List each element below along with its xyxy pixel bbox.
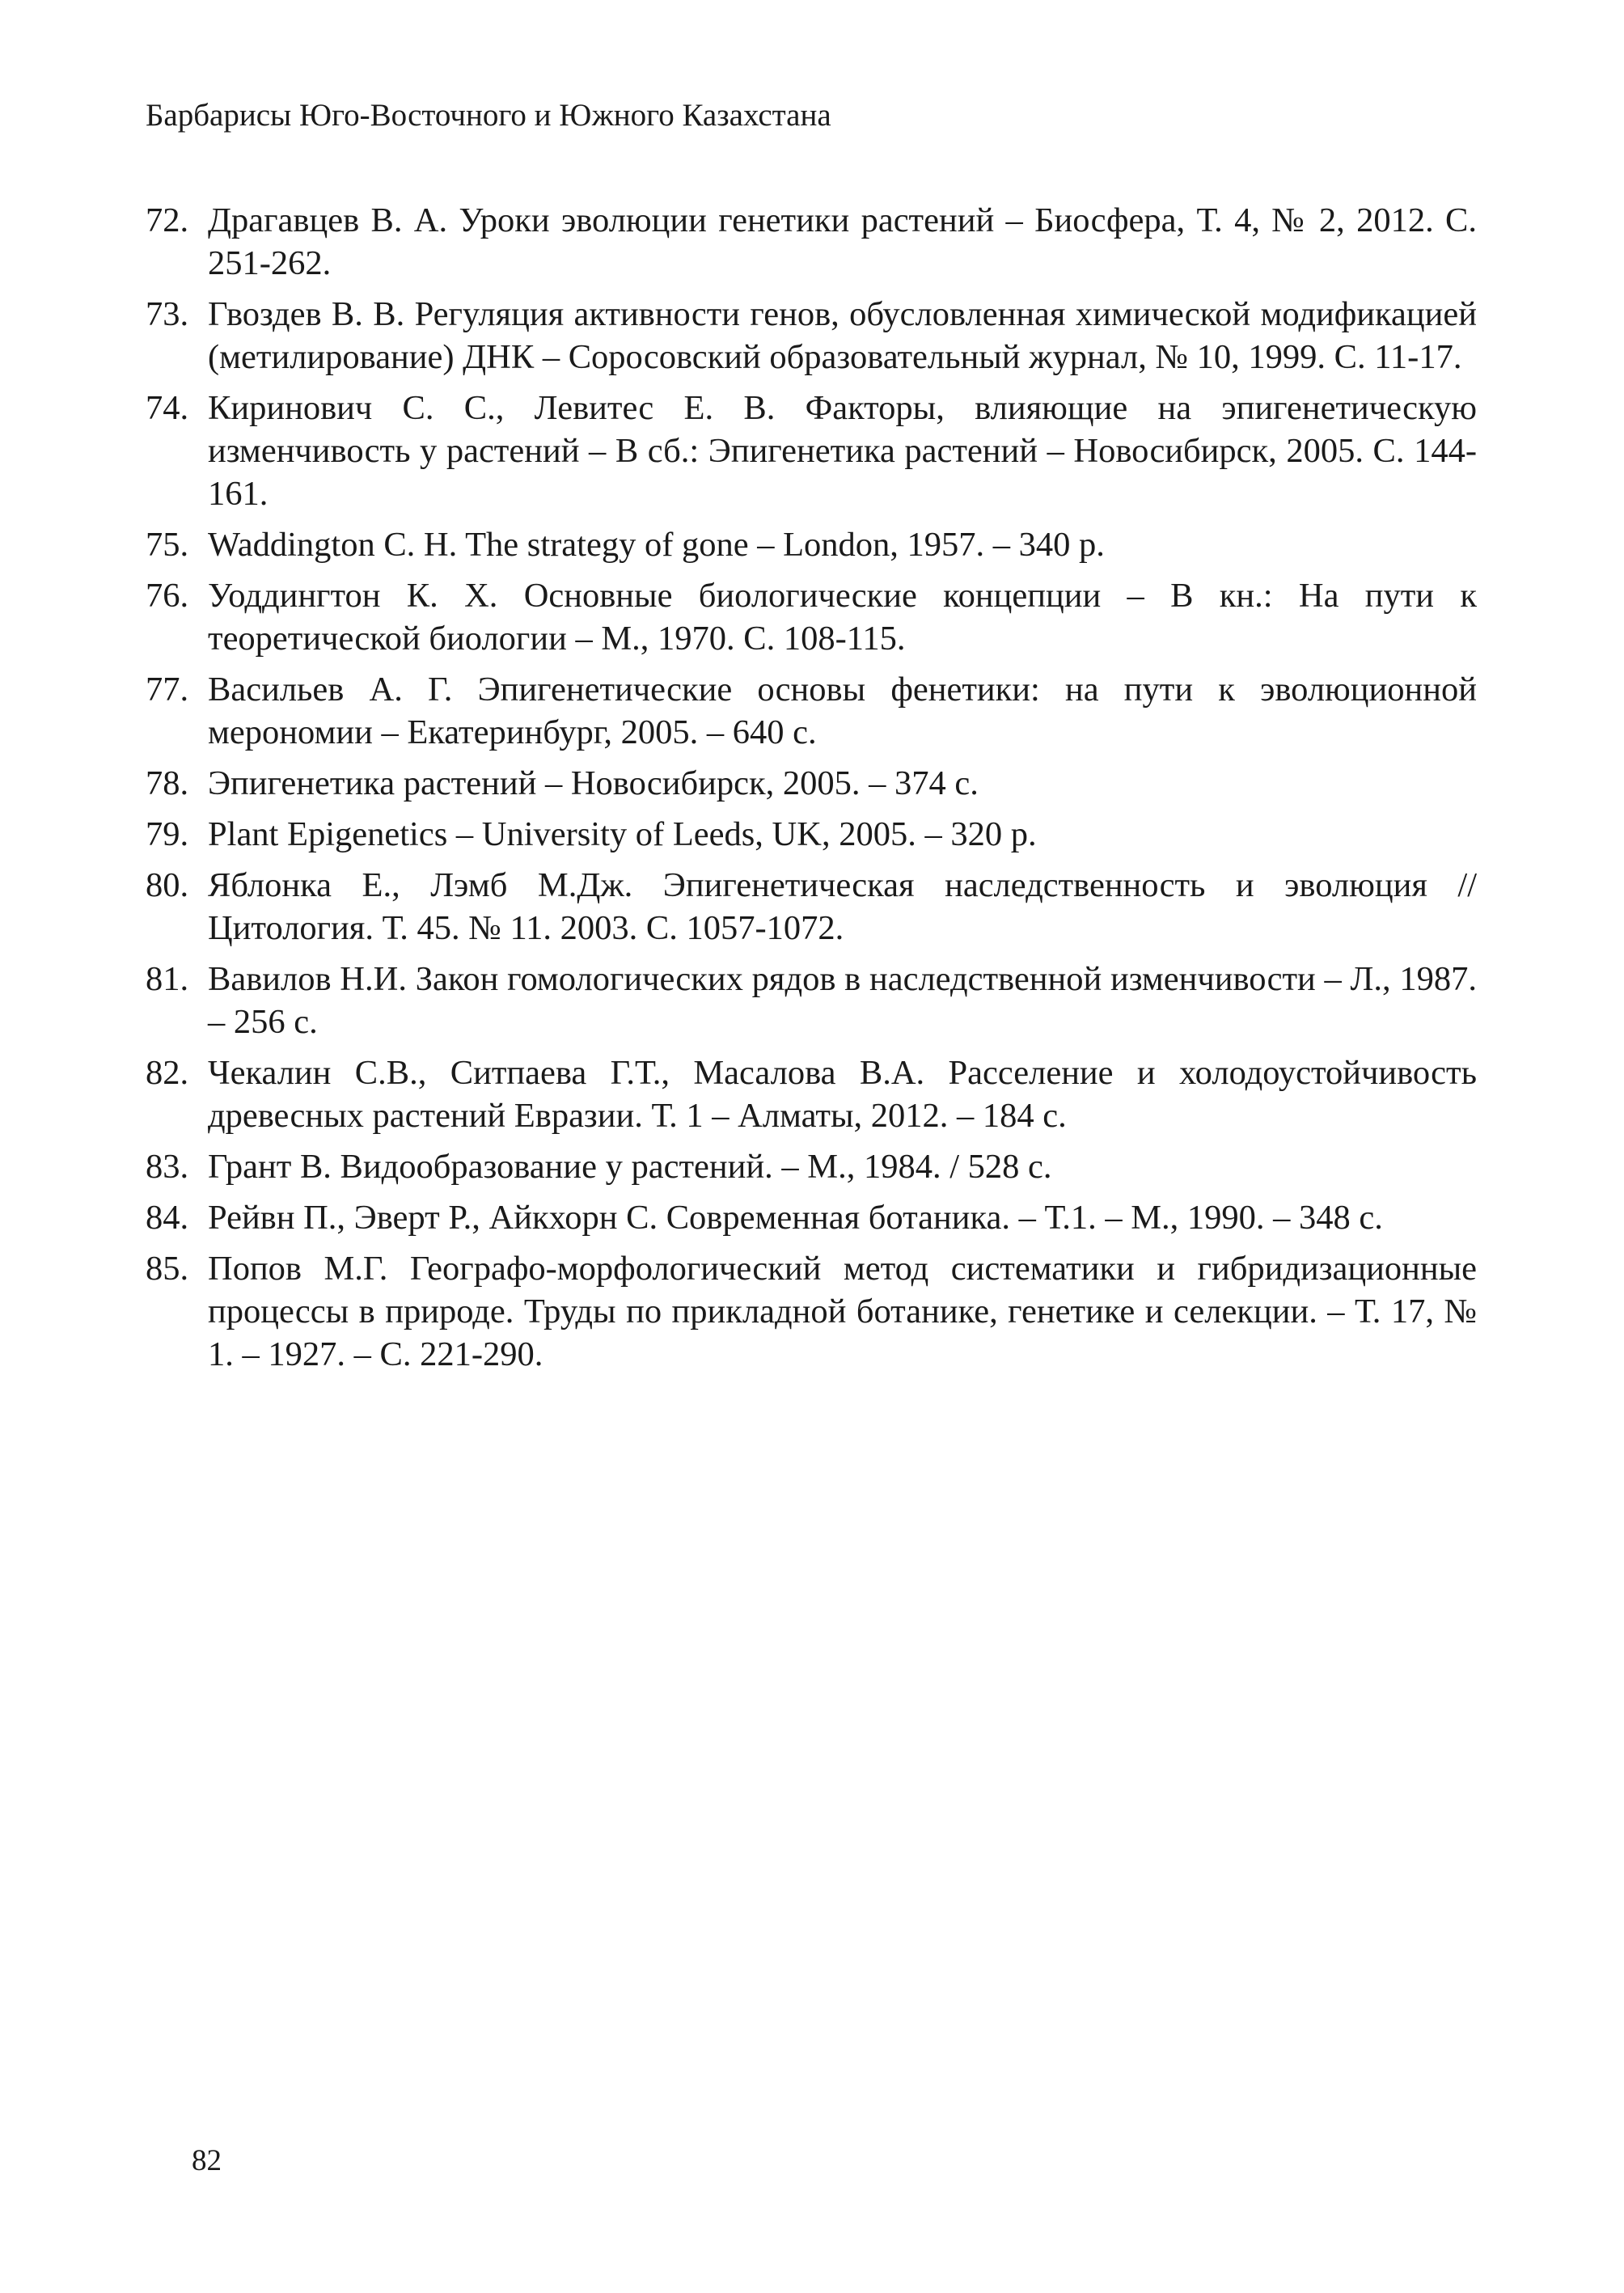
reference-text: Гвоздев В. В. Регуляция активности генов, обусловленная химической модификацией (метилирование) ДНК – Соросовский образовательный журнал, № 10, 1999. С. 11-17. xyxy=(208,295,1477,376)
reference-item xyxy=(146,199,1477,285)
reference-item xyxy=(146,958,1477,1043)
reference-item xyxy=(146,864,1477,950)
reference-item xyxy=(146,762,1477,805)
reference-number: 84. xyxy=(146,1199,189,1237)
reference-text: Plant Epigenetics – University of Leeds, UK, 2005. – 320 p. xyxy=(208,815,1037,853)
reference-item xyxy=(146,1145,1477,1188)
reference-text: Киринович С. С., Левитес Е. В. Факторы, влияющие на эпигенетическую изменчивость у растений – В сб.: Эпигенетика растений – Новосибирск, 2005. С. 144-161. xyxy=(208,389,1477,513)
reference-number: 79. xyxy=(146,815,189,853)
reference-text: Яблонка Е., Лэмб М.Дж. Эпигенетическая наследственность и эволюция // Цитология. Т. 45. № 11. 2003. С. 1057-1072. xyxy=(208,866,1477,947)
reference-number: 83. xyxy=(146,1148,189,1186)
reference-text: Грант В. Видообразование у растений. – М., 1984. / 528 с. xyxy=(208,1148,1052,1186)
reference-number: 82. xyxy=(146,1054,189,1092)
page-number: 82 xyxy=(192,2144,222,2177)
reference-number: 73. xyxy=(146,295,189,333)
reference-number: 72. xyxy=(146,201,189,239)
reference-item xyxy=(146,813,1477,856)
reference-text: Драгавцев В. А. Уроки эволюции генетики растений – Биосфера, Т. 4, № 2, 2012. С. 251-262. xyxy=(208,201,1477,282)
reference-text: Васильев А. Г. Эпигенетические основы фенетики: на пути к эволюционной мерономии – Екатеринбург, 2005. – 640 с. xyxy=(208,671,1477,751)
reference-number: 75. xyxy=(146,526,189,564)
reference-number: 76. xyxy=(146,577,189,615)
reference-item xyxy=(146,1247,1477,1376)
reference-text: Попов М.Г. Географо-морфологический метод систематики и гибридизационные процессы в природе. Труды по прикладной ботанике, генетике и селекции. – Т. 17, № 1. – 1927. – С. 221-290. xyxy=(208,1250,1477,1373)
reference-text: Эпигенетика растений – Новосибирск, 2005. – 374 с. xyxy=(208,764,979,802)
reference-number: 77. xyxy=(146,671,189,709)
reference-number: 85. xyxy=(146,1250,189,1288)
reference-text: Чекалин С.В., Ситпаева Г.Т., Масалова В.А. Расселение и холодоустойчивость древесных растений Евразии. Т. 1 – Алматы, 2012. – 184 с. xyxy=(208,1054,1477,1135)
reference-text: Рейвн П., Эверт Р., Айкхорн С. Современная ботаника. – Т.1. – М., 1990. – 348 с. xyxy=(208,1199,1383,1237)
reference-item xyxy=(146,293,1477,379)
reference-number: 81. xyxy=(146,960,189,998)
reference-item xyxy=(146,523,1477,566)
reference-number: 80. xyxy=(146,866,189,904)
reference-text: Вавилов Н.И. Закон гомологических рядов в наследственной изменчивости – Л., 1987. – 256 с. xyxy=(208,960,1477,1041)
reference-number: 78. xyxy=(146,764,189,802)
running-header-title: Барбарисы Юго-Восточного и Южного Казахстана xyxy=(146,98,831,133)
reference-list xyxy=(146,199,1477,1384)
reference-item xyxy=(146,1196,1477,1239)
reference-number: 74. xyxy=(146,389,189,427)
reference-item xyxy=(146,1051,1477,1137)
reference-text: Waddington C. H. The strategy of gone – London, 1957. – 340 p. xyxy=(208,526,1105,564)
reference-item xyxy=(146,668,1477,754)
reference-text: Уоддингтон К. Х. Основные биологические концепции – В кн.: На пути к теоретической биологии – М., 1970. С. 108-115. xyxy=(208,577,1477,658)
reference-item xyxy=(146,387,1477,515)
reference-item xyxy=(146,574,1477,660)
